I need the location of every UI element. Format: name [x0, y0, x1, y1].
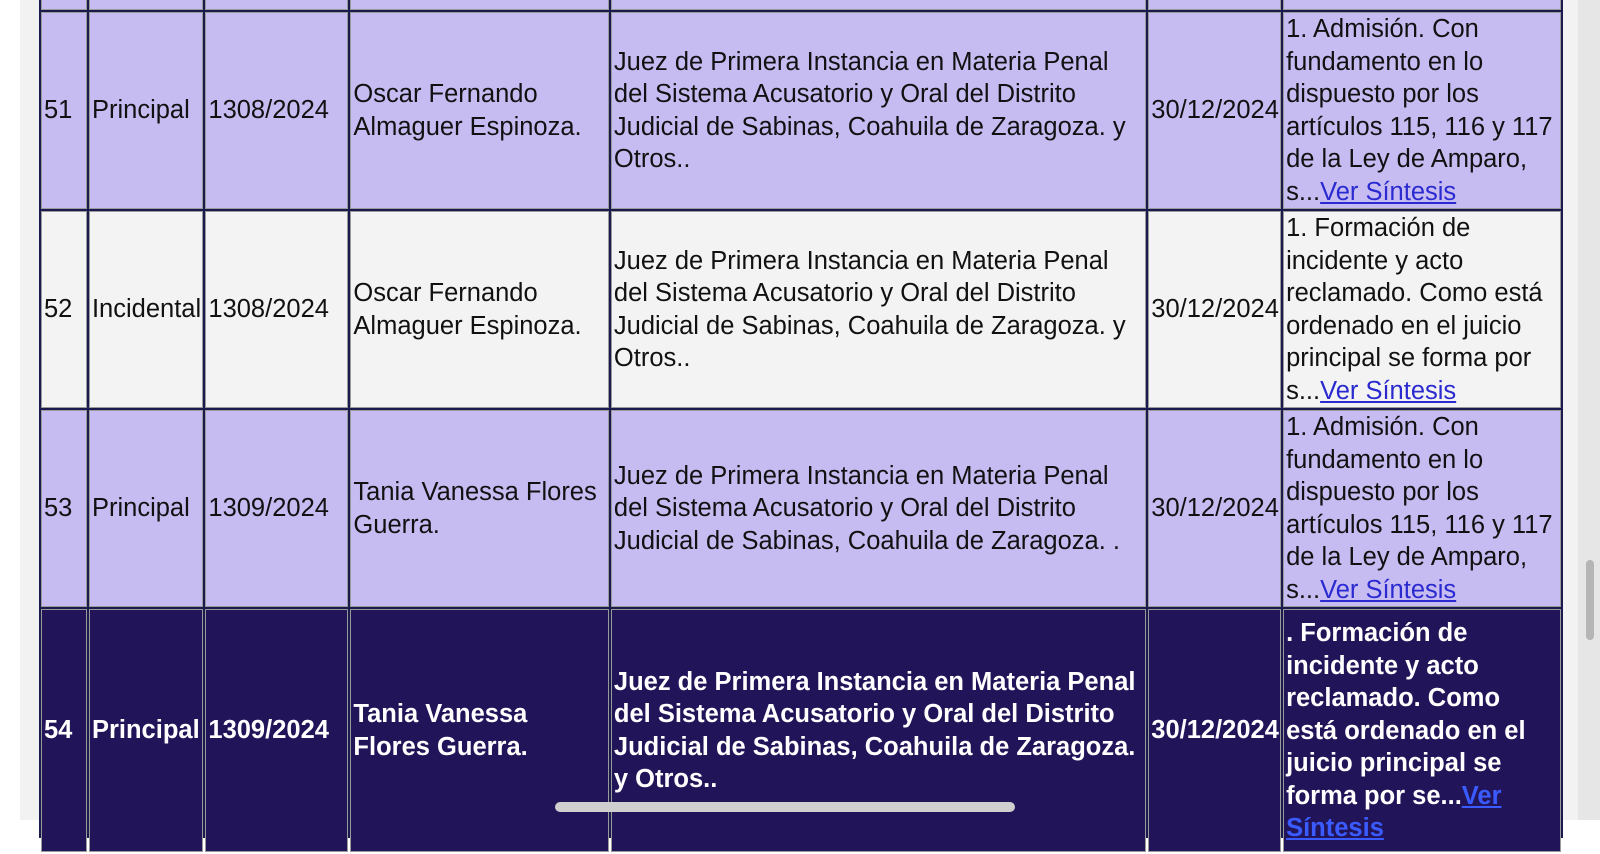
horizontal-scrollbar-thumb[interactable]	[555, 802, 1015, 812]
ver-sintesis-link[interactable]: Ver Síntesis	[1320, 575, 1457, 604]
sintesis-text: 1. Admisión. Con fundamento en lo dispuesto por los artículos 115, 116 y 117 de la Ley de Amparo, s...	[1286, 413, 1553, 604]
cell-tipo: Incidental	[89, 211, 203, 408]
cell-sintesis	[1283, 609, 1561, 852]
cell-expediente: 1308/2024	[205, 12, 348, 209]
table-row	[41, 0, 1561, 10]
cell-number: 52	[41, 211, 87, 408]
vertical-scrollbar-thumb[interactable]	[1586, 560, 1594, 640]
cell-sintesis	[1283, 410, 1561, 607]
vertical-scrollbar[interactable]	[1578, 0, 1600, 820]
results-table	[39, 0, 1563, 854]
cell-number: 54	[41, 609, 87, 852]
sintesis-text: 1. Formación de incidente y acto reclamado. Como está ordenado en el juicio principal se forma por s...	[1286, 214, 1543, 405]
cell-tipo: Principal	[89, 609, 203, 852]
table-row	[41, 12, 1561, 209]
cell-sintesis	[1283, 12, 1561, 209]
cell-fecha	[1148, 0, 1281, 10]
cell-fecha: 30/12/2024	[1148, 609, 1281, 852]
sintesis-text: . Formación de incidente y acto reclamado. Como está ordenado en el juicio principal se forma por se...	[1286, 619, 1526, 810]
cell-autoridad	[611, 0, 1146, 10]
cell-tipo: Principal	[89, 410, 203, 607]
cell-quejoso: Tania Vanessa Flores Guerra.	[350, 410, 608, 607]
ver-sintesis-link[interactable]: Ver Síntesis	[1320, 177, 1457, 206]
cell-expediente	[205, 0, 348, 10]
cell-autoridad: Juez de Primera Instancia en Materia Penal del Sistema Acusatorio y Oral del Distrito Judicial de Sabinas, Coahuila de Zaragoza. .	[611, 410, 1146, 607]
table-row-selected[interactable]	[41, 609, 1561, 852]
cell-quejoso: Oscar Fernando Almaguer Espinoza.	[350, 211, 608, 408]
table-row	[41, 410, 1561, 607]
cell-number	[41, 0, 87, 10]
cell-autoridad: Juez de Primera Instancia en Materia Penal del Sistema Acusatorio y Oral del Distrito Judicial de Sabinas, Coahuila de Zaragoza. y Otros..	[611, 12, 1146, 209]
cell-fecha: 30/12/2024	[1148, 410, 1281, 607]
cell-expediente: 1309/2024	[205, 410, 348, 607]
cell-fecha: 30/12/2024	[1148, 211, 1281, 408]
cell-sintesis	[1283, 211, 1561, 408]
sintesis-text: 1. Admisión. Con fundamento en lo dispuesto por los artículos 115, 116 y 117 de la Ley de Amparo, s...	[1286, 15, 1553, 206]
cell-expediente: 1309/2024	[205, 609, 348, 852]
cell-expediente: 1308/2024	[205, 211, 348, 408]
cell-quejoso: Tania Vanessa Flores Guerra.	[350, 609, 608, 852]
cell-fecha: 30/12/2024	[1148, 12, 1281, 209]
table-row	[41, 211, 1561, 408]
cell-quejoso	[350, 0, 608, 10]
cell-autoridad: Juez de Primera Instancia en Materia Penal del Sistema Acusatorio y Oral del Distrito Judicial de Sabinas, Coahuila de Zaragoza. y Otros..	[611, 609, 1146, 852]
cell-tipo	[89, 0, 203, 10]
cell-number: 53	[41, 410, 87, 607]
cell-number: 51	[41, 12, 87, 209]
cell-sintesis	[1283, 0, 1561, 10]
cell-quejoso: Oscar Fernando Almaguer Espinoza.	[350, 12, 608, 209]
ver-sintesis-link[interactable]: Ver Síntesis	[1286, 781, 1502, 843]
results-table-container	[39, 0, 1563, 843]
ver-sintesis-link[interactable]: Ver Síntesis	[1320, 376, 1457, 405]
cell-tipo: Principal	[89, 12, 203, 209]
cell-autoridad: Juez de Primera Instancia en Materia Penal del Sistema Acusatorio y Oral del Distrito Judicial de Sabinas, Coahuila de Zaragoza. y Otros..	[611, 211, 1146, 408]
